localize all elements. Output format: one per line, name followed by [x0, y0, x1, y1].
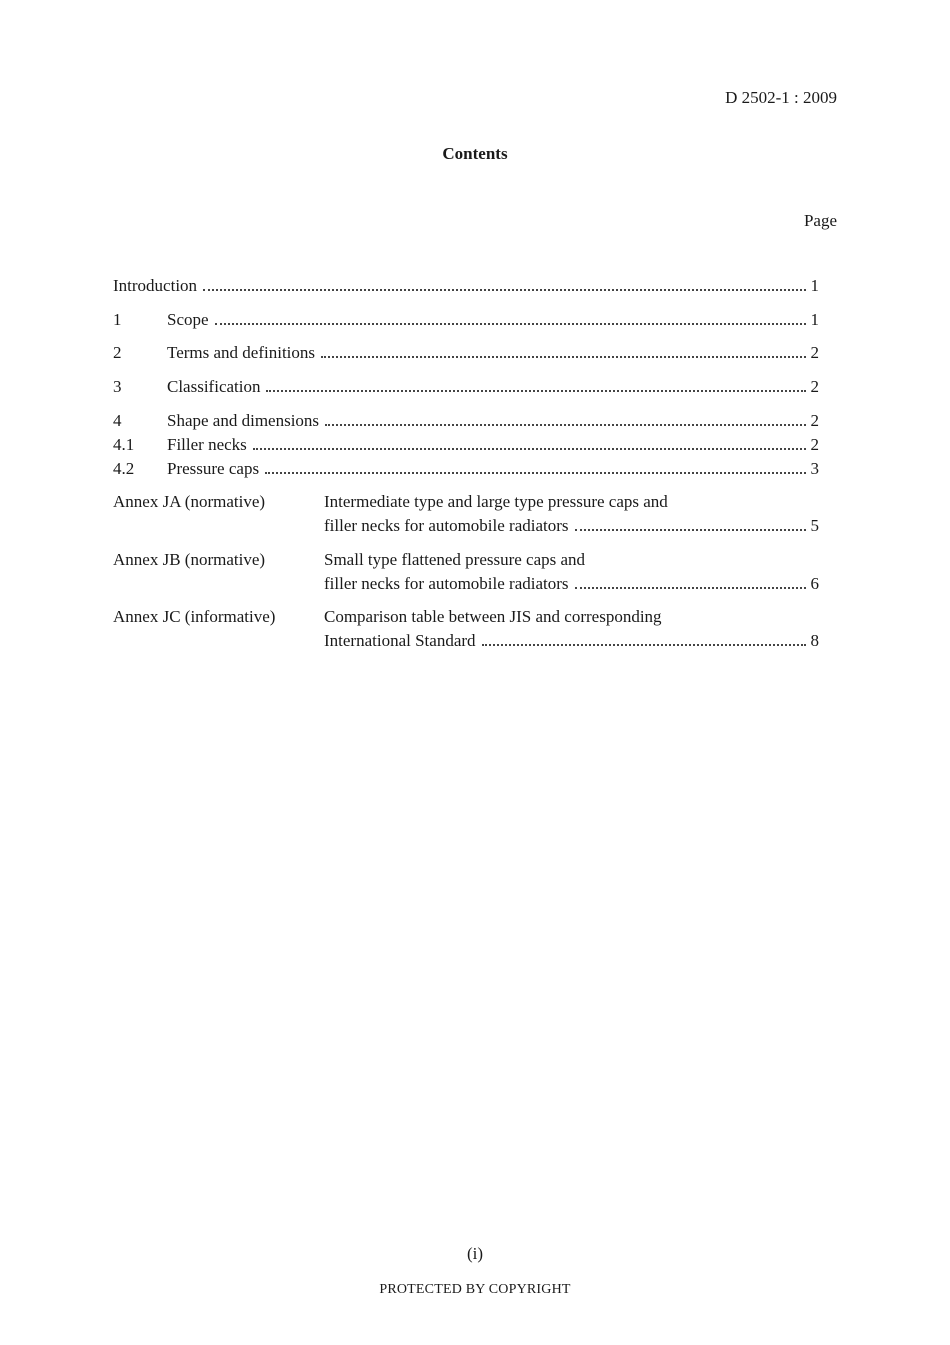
toc-entry-title: Scope	[167, 310, 209, 329]
toc-entry-terms[interactable]	[113, 343, 819, 367]
toc-entry-page: 1	[810, 310, 819, 329]
document-id: D 2502-1 : 2009	[725, 88, 837, 107]
toc-entry-title: Filler necks	[167, 435, 247, 454]
annex-page: 6	[810, 574, 819, 593]
page-column-heading: Page	[803, 211, 837, 230]
annex-title-line1: Intermediate type and large type pressure caps and	[324, 492, 668, 511]
dot-leader	[321, 356, 806, 358]
annex-label: Annex JB (normative)	[113, 550, 266, 569]
toc-entry-filler-necks[interactable]	[113, 435, 819, 459]
annex-page: 8	[810, 631, 819, 650]
toc-entry-number: 1	[113, 310, 122, 329]
toc-entry-number: 2	[113, 343, 122, 362]
annex-title-line2: filler necks for automobile radiators	[324, 574, 569, 593]
toc-entry-page: 3	[810, 459, 819, 478]
toc-entry-number: 4.2	[113, 459, 135, 478]
toc-entry-title: Terms and definitions	[167, 343, 316, 362]
toc-entry-number: 4	[113, 411, 122, 430]
toc-entry-page: 1	[810, 276, 819, 295]
dot-leader	[265, 472, 806, 474]
annex-title-line1: Comparison table between JIS and corresponding	[324, 607, 662, 626]
toc-entry-page: 2	[810, 343, 819, 362]
dot-leader	[575, 587, 806, 589]
toc-entry-number: 4.1	[113, 435, 135, 454]
annex-title-line2: International Standard	[324, 631, 476, 650]
dot-leader	[482, 644, 806, 646]
toc-entry-pressure-caps[interactable]	[113, 459, 819, 483]
toc-entry-page: 2	[810, 377, 819, 396]
annex-title-line1: Small type flattened pressure caps and	[324, 550, 586, 569]
dot-leader	[575, 529, 806, 531]
footer-page-number: (i)	[466, 1244, 484, 1263]
toc-entry-introduction[interactable]	[113, 276, 819, 300]
dot-leader	[253, 448, 806, 450]
annex-label: Annex JA (normative)	[113, 492, 266, 511]
dot-leader	[215, 323, 806, 325]
toc-entry-page: 2	[810, 435, 819, 454]
toc-entry-title: Shape and dimensions	[167, 411, 320, 430]
contents-title: Contents	[442, 144, 508, 163]
toc-entry-page: 2	[810, 411, 819, 430]
annex-page: 5	[810, 516, 819, 535]
toc-entry-title: Classification	[167, 377, 261, 396]
footer-copyright: PROTECTED BY COPYRIGHT	[379, 1282, 571, 1297]
annex-title-line2: filler necks for automobile radiators	[324, 516, 569, 535]
toc-entry-title: Pressure caps	[167, 459, 260, 478]
toc-entry-classification[interactable]	[113, 377, 819, 401]
dot-leader	[203, 289, 806, 291]
annex-label: Annex JC (informative)	[113, 607, 276, 626]
toc-entry-scope[interactable]	[113, 310, 819, 334]
toc-entry-number: 3	[113, 377, 122, 396]
toc-entry-shape[interactable]	[113, 411, 819, 435]
dot-leader	[266, 390, 806, 392]
toc-entry-title: Introduction	[113, 276, 198, 295]
dot-leader	[325, 424, 806, 426]
